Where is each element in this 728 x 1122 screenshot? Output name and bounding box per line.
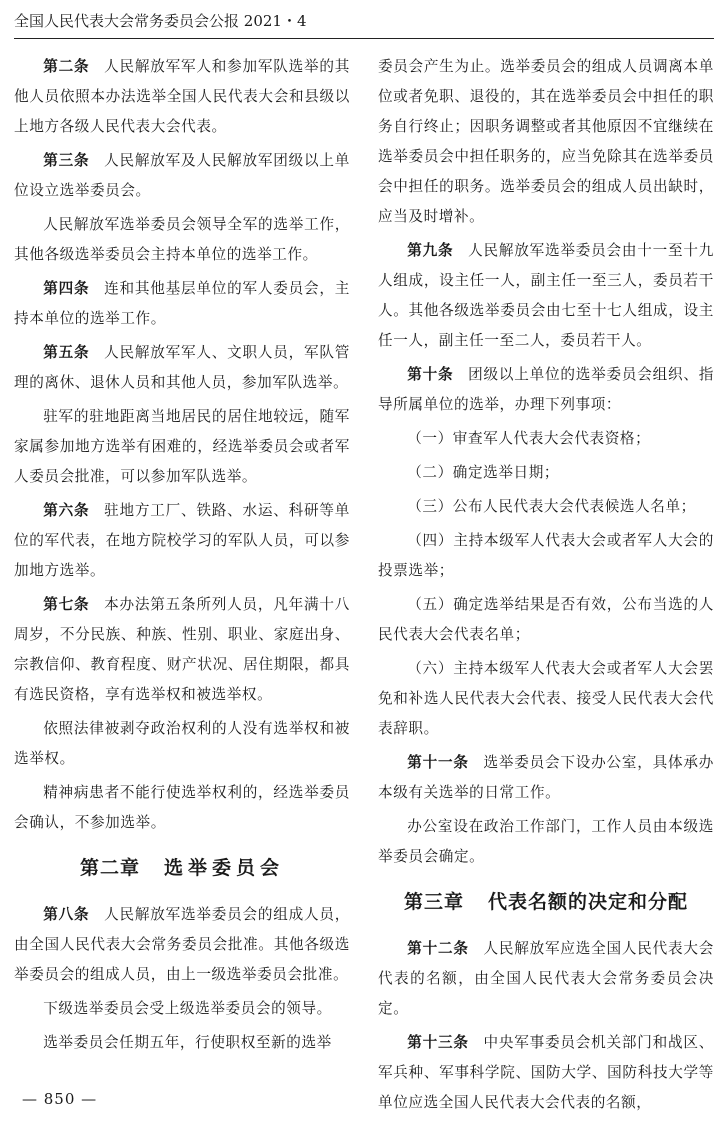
- paragraph-text: 办公室设在政治工作部门，工作人员由本级选举委员会确定。: [378, 818, 714, 865]
- article-label: 第三条: [43, 152, 90, 169]
- paragraph-text: （三）公布人民代表大会代表候选人名单；: [407, 498, 696, 515]
- paragraph-text: （四）主持本级军人代表大会或者军人大会的投票选举；: [378, 532, 714, 579]
- article-label: 第十三条: [407, 1034, 469, 1051]
- article-paragraph: [378, 1028, 714, 1118]
- paragraph-text: （二）确定选举日期；: [407, 464, 560, 481]
- article-paragraph: [14, 590, 350, 710]
- body-paragraph: [14, 994, 350, 1024]
- article-label: 第六条: [43, 502, 90, 519]
- article-paragraph: [14, 52, 350, 142]
- paragraph-text: 人民解放军选举委员会的组成人员，由全国人民代表大会常务委员会批准。其他各级选举委员会的组成人员，由上一级选举委员会批准。: [14, 906, 350, 983]
- paragraph-text: 人民解放军应选全国人民代表大会代表的名额，由全国人民代表大会常务委员会决定。: [378, 940, 714, 1017]
- paragraph-text: （一）审查军人代表大会代表资格；: [407, 430, 651, 447]
- body-paragraph: [378, 654, 714, 744]
- body-paragraph: [14, 402, 350, 492]
- page-number: — 850 —: [22, 1090, 98, 1108]
- body-paragraph: [14, 714, 350, 774]
- paragraph-text: 驻地方工厂、铁路、水运、科研等单位的军代表，在地方院校学习的军队人员，可以参加地方选举。: [14, 502, 350, 579]
- article-paragraph: [378, 236, 714, 356]
- chapter-number: 第三章: [403, 891, 464, 913]
- body-paragraph: [378, 458, 714, 488]
- paragraph-text: 依照法律被剥夺政治权利的人没有选举权和被选举权。: [14, 720, 350, 767]
- paragraph-text: 团级以上单位的选举委员会组织、指导所属单位的选举，办理下列事项：: [378, 366, 714, 413]
- chapter-number: 第二章: [79, 857, 140, 879]
- paragraph-text: 连和其他基层单位的军人委员会，主持本单位的选举工作。: [14, 280, 350, 327]
- paragraph-text: 驻军的驻地距离当地居民的居住地较远，随军家属参加地方选举有困难的，经选举委员会或者军人委员会批准，可以参加军队选举。: [14, 408, 350, 485]
- paragraph-text: 人民解放军选举委员会领导全军的选举工作，其他各级选举委员会主持本单位的选举工作。: [14, 216, 350, 263]
- continued-paragraph: [378, 52, 714, 232]
- body-paragraph: [378, 812, 714, 872]
- paragraph-text: 选举委员会任期五年，行使职权至新的选举: [43, 1034, 332, 1051]
- paragraph-text: 人民解放军及人民解放军团级以上单位设立选举委员会。: [14, 152, 350, 199]
- right-column: [378, 52, 714, 1122]
- paragraph-text: 人民解放军选举委员会由十一至十九人组成，设主任一人，副主任一至三人，委员若干人。其他各级选举委员会由七至十七人组成，设主任一人，副主任一至二人，委员若干人。: [378, 242, 714, 349]
- body-paragraph: [378, 424, 714, 454]
- paragraph-text: （五）确定选举结果是否有效，公布当选的人民代表大会代表名单；: [378, 596, 714, 643]
- body-paragraph: [14, 1028, 350, 1058]
- chapter-title: 代表名额的决定和分配: [488, 891, 689, 913]
- article-label: 第四条: [43, 280, 90, 297]
- article-label: 第十一条: [407, 754, 469, 771]
- paragraph-text: 委员会产生为止。选举委员会的组成人员调离本单位或者免职、退役的，其在选举委员会中担任的职务自行终止；因职务调整或者其他原因不宜继续在选举委员会中担任职务的，应当免除其在选举委员会中担任的职务。选举委员会的组成人员出缺时，应当及时增补。: [378, 58, 714, 225]
- body-paragraph: [378, 492, 714, 522]
- left-column: [14, 52, 350, 1062]
- paragraph-text: 下级选举委员会受上级选举委员会的领导。: [43, 1000, 332, 1017]
- paragraph-text: 精神病患者不能行使选举权利的，经选举委员会确认，不参加选举。: [14, 784, 350, 831]
- chapter-heading: [14, 846, 350, 890]
- article-label: 第五条: [43, 344, 90, 361]
- journal-header: 全国人民代表大会常务委员会公报 2021・4: [14, 12, 307, 30]
- paragraph-text: 本办法第五条所列人员，凡年满十八周岁，不分民族、种族、性别、职业、家庭出身、宗教信仰、教育程度、财产状况、居住期限，都具有选民资格，享有选举权和被选举权。: [14, 596, 350, 703]
- article-label: 第十条: [407, 366, 454, 383]
- article-paragraph: [378, 748, 714, 808]
- article-label: 第七条: [43, 596, 90, 613]
- article-label: 第十二条: [407, 940, 469, 957]
- article-label: 第八条: [43, 906, 90, 923]
- article-label: 第九条: [407, 242, 454, 259]
- article-paragraph: [14, 496, 350, 586]
- paragraph-text: 中央军事委员会机关部门和战区、军兵种、军事科学院、国防大学、国防科技大学等单位应选全国人民代表大会代表的名额，: [378, 1034, 714, 1111]
- paragraph-text: （六）主持本级军人代表大会或者军人大会罢免和补选人民代表大会代表、接受人民代表大会代表辞职。: [378, 660, 714, 737]
- body-paragraph: [378, 590, 714, 650]
- body-paragraph: [14, 778, 350, 838]
- article-paragraph: [378, 934, 714, 1024]
- body-paragraph: [378, 526, 714, 586]
- body-paragraph: [14, 210, 350, 270]
- chapter-heading: [378, 880, 714, 924]
- article-label: 第二条: [43, 58, 90, 75]
- article-paragraph: [14, 274, 350, 334]
- article-paragraph: [14, 338, 350, 398]
- paragraph-text: 人民解放军军人和参加军队选举的其他人员依照本办法选举全国人民代表大会和县级以上地方各级人民代表大会代表。: [14, 58, 350, 135]
- header-divider: [14, 38, 714, 39]
- paragraph-text: 人民解放军军人、文职人员，军队管理的离休、退休人员和其他人员，参加军队选举。: [14, 344, 350, 391]
- article-paragraph: [14, 900, 350, 990]
- article-paragraph: [14, 146, 350, 206]
- article-paragraph: [378, 360, 714, 420]
- paragraph-text: 选举委员会下设办公室，具体承办本级有关选举的日常工作。: [378, 754, 714, 801]
- chapter-title: 选举委员会: [164, 857, 285, 879]
